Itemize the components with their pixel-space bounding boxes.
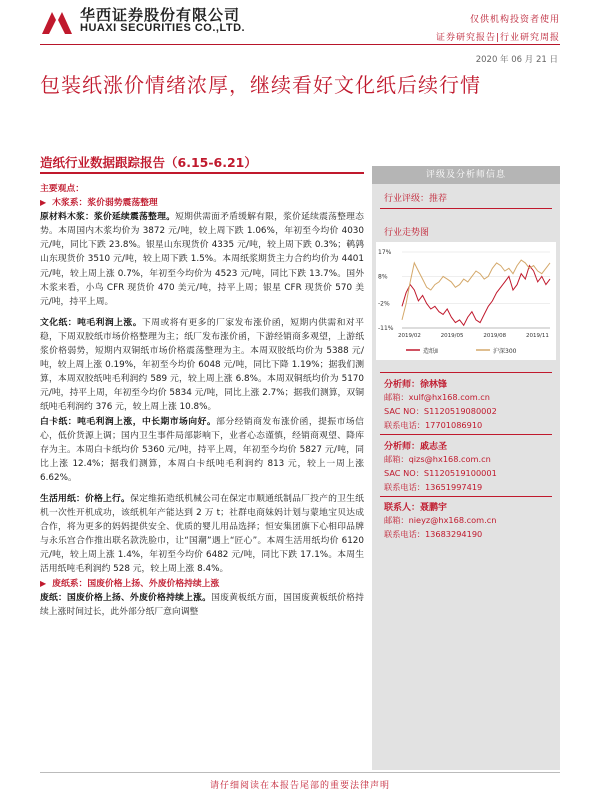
analyst-phone: 联系电话：17701086910 [384,420,483,430]
section-pulp-heading [40,196,364,210]
company-name-cn: 华西证券股份有限公司 [80,6,241,24]
huaxi-logo-icon [40,6,74,36]
panel-divider [380,208,552,209]
body-text: 下周或将有更多的厂家发布涨价函，短期内供需和对平稳，下周双胶纸市场价格整理为主；纸厂发布涨价函，下游经销商多观望，上游纸浆价格弱势，短期内双铜纸市场价格震荡整理为主。本周双胶纸均价为 5388 元/吨，较上周上涨 0.19%，年初至今均价 6048 元/吨，同比下降 1.19%；据我们测算，本周双胶纸吨毛利润约 589 元，较上周上涨 6.8%。本周双铜纸均价为 5170 元/吨，持平上周，年初至今均价 5834 元/吨，同比上涨 2.7%；据我们测算，双铜纸吨毛利润约 376 元，较上周上涨 10.8%。 [40,317,364,413]
analyst-phone: 联系电话：13651997419 [384,482,483,492]
label: 生活用纸： [40,493,86,504]
paragraph-tissue [40,492,364,577]
contact-name: 聂鹏宇 [420,503,448,513]
analyst-2-details [384,452,497,494]
trend-label: 行业走势图 [384,228,430,238]
panel-divider [380,372,552,373]
series-line-hs300 [402,260,550,320]
legend-paper: 造纸Ⅱ [423,348,438,355]
contact-person [384,500,447,513]
footer-divider [40,772,560,773]
triangle-bullet-icon: ▶ [40,578,47,588]
analyst-sac: SAC NO：S1120519080002 [384,406,497,416]
x-tick-label: 2019/08 [483,333,507,339]
contact-email: 邮箱：nieyz@hx168.com.cn [384,515,497,525]
analyst-1-details [384,390,497,432]
paragraph-culture-paper [40,316,364,415]
body-text: 部分经销商发布涨价函，提振市场信心，低价货源上调；国内卫生事件局部影响下，业者心态谨慎，经销商观望、降库存为主。本周白卡纸均价 5360 元/吨，持平上周，年初至今均价 5827 元/吨，同比上涨 12.4%；据我们测算，本周白卡纸吨毛利润约 813 元，较上一周上涨 6.62%。 [40,416,364,483]
y-tick-label: -11% [378,325,394,332]
audience-note: 仅供机构投资者使用 [469,15,560,25]
main-content [40,182,364,619]
y-tick-label: -2% [378,300,390,308]
y-tick-label: 17% [378,249,392,256]
analyst-email: 邮箱：xulf@hx168.com.cn [384,392,490,402]
x-tick-label: 2019/02 [398,333,421,339]
contact-label: 联系人： [384,503,421,513]
bold-lead: 价格上行。 [85,493,131,504]
label: 废纸： [40,592,68,603]
analyst-2 [384,439,447,452]
section-waste-heading [40,577,364,591]
analyst-name: 徐林锋 [420,380,448,390]
section-pulp-title: 木浆系：浆价弱势震荡整理 [52,198,158,209]
panel-divider [380,496,552,497]
subtitle-divider [40,172,364,174]
bold-lead: 浆价延续震荡整理。 [94,212,176,223]
analyst-sac: SAC NO：S1120519100001 [384,468,497,478]
body-text: 国废黄板纸方面，国国废黄板纸价格持续上涨时间过长，此外部分纸厂意向调整 [40,592,364,617]
analyst-email: 邮箱：qizs@hx168.com.cn [384,454,491,464]
main-points-heading: 主要观点： [40,184,84,194]
contact-phone: 联系电话：13683294190 [384,529,483,539]
trend-chart [376,242,556,360]
bold-lead: 国废价格上扬、外废价格持续上涨。 [67,592,212,603]
analyst-label: 分析师： [384,380,421,390]
panel-header: 评级及分析师信息 [372,166,560,184]
trend-chart-svg [376,242,556,360]
company-name-en: HUAXI SECURITIES CO.,LTD. [80,22,246,34]
section-waste-title: 废纸系：国废价格上扬、外废价格持续上涨 [52,578,220,589]
x-tick-label: 2019/11 [526,333,549,339]
panel-divider [380,434,552,435]
legal-notice: 请仔细阅读在本报告尾部的重要法律声明 [209,781,390,791]
x-tick-label: 2019/05 [440,333,464,339]
bold-lead: 吨毛利润上涨，中长期市场向好。 [77,416,217,427]
report-subtitle: 造纸行业数据跟踪报告（6.15-6.21） [40,155,257,170]
analyst-1 [384,377,447,390]
series-line-paper [402,266,550,326]
contact-details [384,513,496,541]
body-text: 短期供需面矛盾缓解有限，浆价延续震荡整理态势。本周国内木浆均价为 3872 元/吨，较上周下跌 1.06%，年初至今均价 4030 元/吨，同比下跌 23.8%。银星山东现货价 4335 元/吨，较上周下跌 0.3%；鹌鹑山东现货价 3510 元/吨，较上周下跌 1.5%。本周纸浆期货主力合约均价为 4401 元/吨，较上周上涨 0.7%，年初至今均价为 4523 元/吨，同比下跌 13.7%。国外木浆来看，小鸟 CFR 现货价 470 美元/吨，持平上周；银星 CFR 现货价 570 美元/吨，持平上周。 [40,212,364,307]
paragraph-pulp [40,210,364,309]
industry-rating [384,191,447,204]
label: 原材料木浆： [40,212,95,223]
analyst-name: 戚志圣 [420,442,448,452]
report-type: 证券研究报告|行业研究周报 [435,33,560,43]
triangle-bullet-icon: ▶ [40,198,47,208]
bold-lead: 吨毛利润上涨。 [77,317,142,328]
rating-value: 推荐 [429,194,448,204]
header-divider [40,44,560,45]
paragraph-white-card [40,415,364,485]
label: 白卡纸： [40,416,78,427]
body-text: 保定维拓造纸机械公司在保定市顺通纸制品厂投产的卫生纸机一次性开机成功，该纸机年产能达到 2 万 t；社群电商妹妈计划与蒙地宝贝达成合作，将为更多的妈妈提供安全、优质的婴儿用品选择；恒安集团旗下心相印品牌与永乐宫合作推出联名款洗脸巾，让“国潮”遇上“匠心”。本周生活用纸均价 6120 元/吨，较上周上涨 1.4%，年初至今均价 6482 元/吨，同比下跌 17.1%。本周生活用纸吨毛利润约 528 元，较上周上涨 8.4%。 [40,493,364,575]
report-date: 2020 年 06 月 21 日 [475,55,558,65]
paragraph-waste-paper [40,591,364,619]
rating-label: 行业评级： [384,194,430,204]
label: 文化纸： [40,317,78,328]
legend-hs300: 沪深300 [493,348,517,355]
analyst-label: 分析师： [384,442,421,452]
y-tick-label: 8% [378,273,388,281]
report-title: 包装纸涨价情绪浓厚，继续看好文化纸后续行情 [40,73,481,97]
